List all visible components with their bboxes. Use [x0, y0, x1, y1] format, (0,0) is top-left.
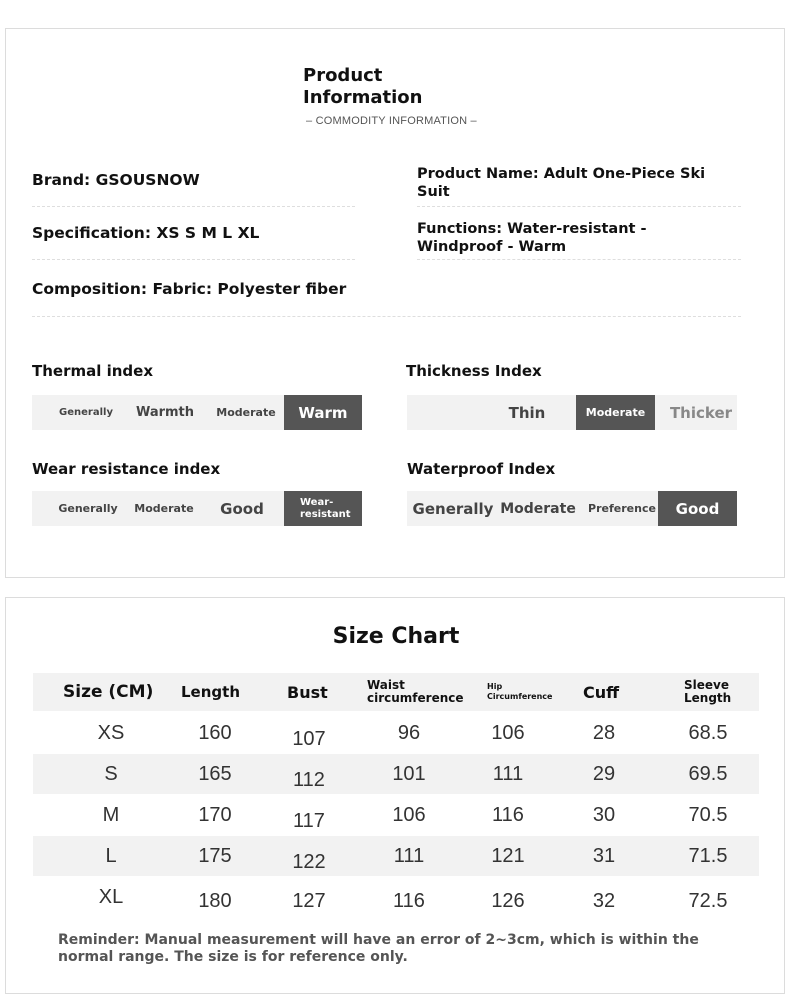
- header-bust: Bust: [287, 682, 328, 702]
- header-waist-line-2: circumference: [367, 691, 464, 705]
- cell-waist: 106: [392, 803, 426, 826]
- thickness-index-bar: [407, 395, 737, 430]
- cell-sleeve: 71.5: [688, 844, 728, 867]
- cell-hip: 106: [491, 721, 525, 744]
- thickness-index-label: Thickness Index: [406, 362, 542, 380]
- specification-field: Specification: XS S M L XL: [32, 224, 260, 242]
- header-hip-line-1: Hip: [487, 682, 503, 691]
- header-length: Length: [181, 682, 240, 701]
- cell-waist: 96: [397, 721, 421, 744]
- cell-sleeve: 70.5: [688, 803, 728, 826]
- table-row: [33, 836, 759, 876]
- cell-waist: 101: [392, 762, 426, 785]
- cell-length: 170: [198, 803, 232, 826]
- header-sleeve: [684, 673, 731, 711]
- product-name-line-2: Suit: [417, 184, 450, 200]
- waterproof-option-moderate: Moderate: [500, 500, 576, 517]
- cell-length: 160: [198, 721, 232, 744]
- product-information-panel: [5, 28, 785, 578]
- section-subtitle: – COMMODITY INFORMATION –: [306, 115, 477, 127]
- cell-cuff: 30: [592, 803, 616, 826]
- thickness-option-thicker: Thicker: [669, 403, 733, 422]
- cell-cuff: 29: [592, 762, 616, 785]
- header-waist-line-1: Waist: [367, 678, 405, 692]
- table-row: [33, 795, 759, 835]
- size-chart-panel: [5, 597, 785, 994]
- table-row: [33, 754, 759, 794]
- cell-size: XS: [97, 721, 125, 744]
- cell-waist: 116: [393, 889, 425, 912]
- wear-option-generally: Generally: [58, 501, 118, 515]
- cell-bust: 107: [292, 727, 326, 750]
- cell-sleeve: 69.5: [688, 762, 728, 785]
- waterproof-option-preference: Preference: [588, 501, 656, 515]
- cell-size: L: [105, 844, 117, 867]
- cell-size: S: [104, 762, 118, 785]
- cell-waist: 111: [393, 844, 425, 867]
- divider: [32, 206, 355, 207]
- measurement-reminder: Reminder: Manual measurement will have an error of 2~3cm, which is within the normal range. The size is for reference only.: [58, 932, 699, 965]
- title-line-1: Product: [303, 65, 383, 86]
- header-hip: [487, 673, 552, 711]
- wear-option-good: Good: [220, 499, 264, 518]
- cell-cuff: 28: [592, 721, 616, 744]
- header-size: Size (CM): [63, 681, 154, 702]
- header-waist: [367, 673, 464, 711]
- waterproof-option-good-selected: Good: [658, 491, 737, 526]
- thickness-option-thin: Thin: [508, 403, 546, 422]
- cell-hip: 116: [492, 803, 524, 826]
- thickness-option-moderate-selected: Moderate: [576, 395, 655, 430]
- header-sleeve-line-2: Length: [684, 691, 732, 705]
- size-chart-title: Size Chart: [332, 624, 460, 649]
- header-hip-line-2: Circumference: [487, 692, 553, 701]
- wear-resistance-index-bar: [32, 491, 362, 526]
- functions-field: [417, 220, 647, 256]
- cell-hip: 126: [491, 889, 525, 912]
- thermal-option-warm-selected: Warm: [284, 395, 362, 430]
- thermal-option-generally: Generally: [59, 406, 113, 418]
- divider: [417, 259, 741, 260]
- cell-bust: 117: [293, 809, 325, 832]
- cell-hip: 111: [492, 762, 524, 785]
- thermal-option-warmth: Warmth: [135, 404, 195, 420]
- table-row: [33, 713, 759, 753]
- cell-sleeve: 68.5: [688, 721, 728, 744]
- functions-line-1: Functions: Water-resistant -: [417, 221, 647, 237]
- table-row: [33, 877, 759, 917]
- product-name-field: [417, 165, 705, 201]
- cell-length: 165: [198, 762, 232, 785]
- section-title: [303, 65, 422, 109]
- cell-length: 180: [198, 889, 232, 912]
- brand-field: Brand: GSOUSNOW: [32, 171, 200, 189]
- thermal-option-moderate: Moderate: [216, 405, 276, 419]
- wear-option-wear-resistant-selected: Wear-resistant: [284, 491, 362, 526]
- wear-resistance-index-label: Wear resistance index: [32, 460, 221, 478]
- header-cuff: Cuff: [583, 682, 620, 702]
- cell-bust: 112: [293, 768, 325, 791]
- divider: [32, 316, 741, 317]
- cell-length: 175: [198, 844, 232, 867]
- cell-sleeve: 72.5: [688, 889, 728, 912]
- product-name-line-1: Product Name: Adult One-Piece Ski: [417, 166, 706, 182]
- thermal-index-label: Thermal index: [32, 362, 154, 380]
- title-line-2: Information: [303, 87, 423, 108]
- header-sleeve-line-1: Sleeve: [684, 678, 729, 692]
- cell-cuff: 31: [592, 844, 616, 867]
- waterproof-index-label: Waterproof Index: [407, 460, 556, 478]
- divider: [32, 259, 355, 260]
- waterproof-index-bar: [407, 491, 737, 526]
- wear-option-moderate: Moderate: [134, 501, 194, 515]
- cell-size: M: [102, 803, 120, 826]
- cell-bust: 127: [292, 889, 326, 912]
- cell-hip: 121: [491, 844, 525, 867]
- functions-line-2: Windproof - Warm: [417, 239, 567, 255]
- cell-cuff: 32: [592, 889, 616, 912]
- cell-bust: 122: [292, 850, 326, 873]
- cell-size: XL: [98, 885, 124, 908]
- waterproof-option-generally: Generally: [412, 499, 494, 518]
- size-table-header: [33, 673, 759, 711]
- composition-field: Composition: Fabric: Polyester fiber: [32, 280, 347, 298]
- thermal-index-bar: [32, 395, 362, 430]
- divider: [417, 206, 741, 207]
